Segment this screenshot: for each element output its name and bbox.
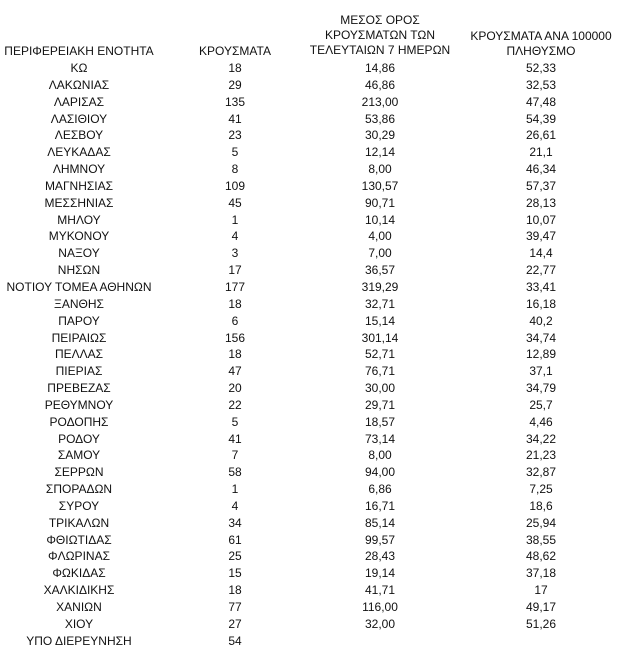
cases-cell: 18: [228, 296, 242, 311]
table-row: [0, 94, 627, 111]
avg7-cell: 90,71: [364, 195, 396, 210]
region-cell: ΜΑΓΝΗΣΙΑΣ: [44, 178, 114, 193]
region-cell: ΧΑΝΙΩΝ: [56, 600, 102, 614]
table-row: [0, 565, 627, 582]
region-cell: ΠΙΕΡΙΑΣ: [55, 364, 103, 379]
table-row: [0, 279, 627, 296]
region-cell: ΣΠΟΡΑΔΩΝ: [45, 482, 113, 497]
avg7-cell: 32,71: [364, 296, 396, 311]
table-row: [0, 178, 627, 195]
avg7-cell: 30,00: [364, 381, 396, 396]
per100k-cell: 40,2: [529, 313, 553, 328]
cases-cell: 3: [231, 246, 239, 261]
region-cell: ΥΠΟ ΔΙΕΡΕΥΝΗΣΗ: [26, 633, 132, 648]
per100k-cell: 34,79: [525, 381, 557, 396]
per100k-cell: 49,17: [525, 600, 557, 614]
cases-cell: 15: [228, 566, 242, 581]
per100k-cell: 52,33: [525, 61, 557, 75]
cases-cell: 109: [224, 178, 246, 193]
region-cell: ΡΟΔΟΠΗΣ: [49, 414, 109, 429]
header-avg7-line: ΤΕΛΕΥΤΑΙΩΝ 7 ΗΜΕΡΩΝ: [309, 43, 451, 57]
table-row: [0, 431, 627, 448]
per100k-cell: 14,4: [529, 246, 553, 261]
cases-cell: 41: [228, 111, 242, 126]
avg7-cell: 85,14: [364, 515, 396, 530]
avg7-cell: 4,00: [368, 229, 392, 244]
region-cell: ΚΩ: [70, 61, 88, 75]
table-row: [0, 212, 627, 229]
table-row: [0, 195, 627, 212]
cases-cell: 34: [228, 515, 242, 530]
table-row: [0, 245, 627, 262]
table-row: [0, 599, 627, 616]
per100k-cell: 39,47: [525, 229, 557, 244]
per100k-cell: 26,61: [525, 128, 557, 143]
per100k-cell: 46,34: [525, 162, 557, 177]
header-per100k-line: ΚΡΟΥΣΜΑΤΑ ΑΝΑ 100000: [470, 29, 612, 43]
per100k-cell: 38,55: [525, 532, 557, 547]
cases-cell: 54: [228, 633, 242, 648]
region-cell: ΡΟΔΟΥ: [58, 431, 100, 446]
table-row: [0, 582, 627, 599]
cases-cell: 5: [231, 414, 239, 429]
table-row: [0, 111, 627, 128]
region-cell: ΝΑΞΟΥ: [58, 246, 100, 261]
region-cell: ΣΑΜΟΥ: [57, 448, 101, 463]
region-cell: ΦΘΙΩΤΙΔΑΣ: [46, 532, 112, 547]
table-row: [0, 363, 627, 380]
per100k-cell: 32,53: [525, 77, 557, 92]
per100k-cell: 4,46: [529, 414, 553, 429]
avg7-cell: 18,57: [364, 414, 396, 429]
header-region: ΠΕΡΙΦΕΡΕΙΑΚΗ ΕΝΟΤΗΤΑ: [4, 44, 154, 58]
cases-cell: 177: [224, 279, 246, 294]
region-cell: ΝΗΣΩΝ: [57, 263, 101, 278]
per100k-cell: 33,41: [525, 279, 557, 294]
region-cell: ΧΑΛΚΙΔΙΚΗΣ: [43, 583, 115, 598]
cases-cell: 77: [228, 600, 242, 614]
per100k-cell: 21,1: [529, 145, 553, 160]
per100k-cell: 10,07: [525, 212, 557, 227]
avg7-cell: 99,57: [364, 532, 396, 547]
region-cell: ΛΕΣΒΟΥ: [54, 128, 104, 143]
cases-cell: 17: [228, 263, 242, 278]
avg7-cell: 301,14: [361, 330, 399, 345]
region-cell: ΠΕΛΛΑΣ: [54, 347, 104, 362]
per100k-cell: 28,13: [525, 195, 557, 210]
avg7-cell: 10,14: [364, 212, 396, 227]
region-cell: ΠΕΙΡΑΙΩΣ: [51, 330, 107, 345]
avg7-cell: 8,00: [368, 448, 392, 463]
cases-cell: 4: [231, 498, 239, 513]
avg7-cell: 41,71: [364, 583, 396, 598]
cases-cell: 20: [228, 381, 242, 396]
per100k-cell: 32,87: [525, 465, 557, 480]
cases-cell: 6: [231, 313, 239, 328]
cases-cell: 22: [228, 397, 242, 412]
cases-cell: 4: [231, 229, 239, 244]
region-cell: ΜΥΚΟΝΟΥ: [48, 229, 110, 244]
cases-cell: 135: [224, 94, 246, 109]
avg7-cell: 30,29: [364, 128, 396, 143]
table-row: [0, 127, 627, 144]
per100k-cell: 22,77: [525, 263, 557, 278]
per100k-cell: 16,18: [525, 296, 557, 311]
table-row: [0, 380, 627, 397]
cases-cell: 18: [228, 583, 242, 598]
per100k-cell: 37,1: [529, 364, 553, 379]
region-cell: ΞΑΝΘΗΣ: [54, 296, 104, 311]
per100k-cell: 25,94: [525, 515, 557, 530]
cases-cell: 45: [228, 195, 242, 210]
avg7-cell: 16,71: [364, 498, 396, 513]
header-cases: ΚΡΟΥΣΜΑΤΑ: [199, 44, 271, 58]
region-cell: ΠΡΕΒΕΖΑΣ: [47, 381, 111, 396]
table-row: [0, 397, 627, 414]
region-cell: ΡΕΘΥΜΝΟΥ: [44, 397, 114, 412]
cases-cell: 58: [228, 465, 242, 480]
cases-cell: 29: [228, 77, 242, 92]
avg7-cell: 52,71: [364, 347, 396, 362]
region-cell: ΜΗΛΟΥ: [57, 212, 101, 227]
per100k-cell: 25,7: [529, 397, 553, 412]
region-cell: ΦΛΩΡΙΝΑΣ: [48, 549, 110, 564]
table-row: [0, 633, 627, 650]
avg7-cell: 116,00: [362, 600, 398, 614]
table-row: [0, 161, 627, 178]
avg7-cell: 130,57: [361, 178, 399, 193]
region-cell: ΛΑΡΙΣΑΣ: [53, 94, 105, 109]
table-row: [0, 515, 627, 532]
avg7-cell: 76,71: [364, 364, 396, 379]
avg7-cell: 8,00: [368, 162, 392, 177]
avg7-cell: 29,71: [364, 397, 396, 412]
region-cell: ΦΩΚΙΔΑΣ: [52, 566, 106, 581]
header-avg7-line: ΚΡΟΥΣΜΑΤΩΝ ΤΩΝ: [324, 28, 436, 42]
cases-cell: 7: [231, 448, 239, 463]
table-row: [0, 346, 627, 363]
cases-cell: 1: [231, 212, 239, 227]
region-cell: ΛΑΣΙΘΙΟΥ: [50, 111, 108, 126]
header-per100k-line: ΠΛΗΘΥΣΜΟ: [506, 44, 576, 58]
header-avg7-line: ΜΕΣΟΣ ΟΡΟΣ: [340, 13, 420, 27]
avg7-cell: 28,43: [364, 549, 396, 564]
table-row: [0, 77, 627, 94]
table-row: [0, 481, 627, 498]
table-row: [0, 532, 627, 549]
avg7-cell: 46,86: [364, 77, 396, 92]
region-cell: ΤΡΙΚΑΛΩΝ: [48, 515, 110, 530]
per100k-cell: 54,39: [525, 111, 557, 126]
avg7-cell: 53,86: [364, 111, 396, 126]
cases-cell: 25: [228, 549, 242, 564]
table-row: [0, 296, 627, 313]
table-row: [0, 447, 627, 464]
header-avg7: [300, 13, 460, 58]
avg7-cell: 6,86: [368, 482, 392, 497]
avg7-cell: 36,57: [364, 263, 396, 278]
per100k-cell: 7,25: [529, 482, 553, 497]
avg7-cell: 213,00: [361, 94, 399, 109]
per100k-cell: 12,89: [525, 347, 557, 362]
table-row: [0, 414, 627, 431]
table-row: [0, 144, 627, 161]
per100k-cell: 48,62: [525, 549, 557, 564]
avg7-cell: 12,14: [364, 145, 396, 160]
per100k-cell: 18,6: [529, 498, 553, 513]
table-row: [0, 313, 627, 330]
table-body: [0, 60, 627, 650]
cases-cell: 27: [228, 616, 242, 631]
region-cell: ΧΙΟΥ: [64, 616, 94, 631]
avg7-cell: 32,00: [364, 616, 396, 631]
per100k-cell: 17: [534, 583, 548, 598]
region-cell: ΣΕΡΡΩΝ: [54, 465, 104, 480]
cases-cell: 18: [228, 61, 242, 75]
table-row: [0, 498, 627, 515]
table-row: [0, 330, 627, 347]
header-per100k: [456, 29, 626, 59]
avg7-cell: 319,29: [361, 279, 399, 294]
region-cell: ΣΥΡΟΥ: [58, 498, 100, 513]
avg7-cell: 94,00: [364, 465, 396, 480]
table-row: [0, 262, 627, 279]
avg7-cell: 14,86: [364, 61, 396, 75]
cases-cell: 23: [228, 128, 242, 143]
region-cell: ΛΗΜΝΟΥ: [52, 162, 106, 177]
avg7-cell: 19,14: [364, 566, 396, 581]
cases-cell: 156: [224, 330, 246, 345]
table-row: [0, 60, 627, 77]
avg7-cell: 73,14: [364, 431, 396, 446]
region-cell: ΠΑΡΟΥ: [58, 313, 100, 328]
avg7-cell: 15,14: [364, 313, 396, 328]
cases-cell: 41: [228, 431, 242, 446]
region-cell: ΜΕΣΣΗΝΙΑΣ: [44, 195, 114, 210]
per100k-cell: 21,23: [525, 448, 557, 463]
per100k-cell: 47,48: [525, 94, 557, 109]
cases-cell: 8: [231, 162, 239, 177]
avg7-cell: 7,00: [368, 246, 392, 261]
cases-cell: 1: [231, 482, 239, 497]
per100k-cell: 34,22: [525, 431, 557, 446]
table-row: [0, 616, 627, 633]
region-cell: ΛΑΚΩΝΙΑΣ: [48, 77, 110, 92]
per100k-cell: 57,37: [525, 178, 557, 193]
table-row: [0, 548, 627, 565]
cases-cell: 47: [228, 364, 242, 379]
cases-cell: 61: [228, 532, 242, 547]
per100k-cell: 34,74: [525, 330, 557, 345]
cases-cell: 18: [228, 347, 242, 362]
cases-cell: 5: [231, 145, 239, 160]
region-cell: ΛΕΥΚΑΔΑΣ: [47, 145, 111, 160]
region-cell: ΝΟΤΙΟΥ ΤΟΜΕΑ ΑΘΗΝΩΝ: [6, 279, 152, 294]
table-row: [0, 228, 627, 245]
table-row: [0, 464, 627, 481]
per100k-cell: 37,18: [525, 566, 557, 581]
per100k-cell: 51,26: [525, 616, 557, 631]
